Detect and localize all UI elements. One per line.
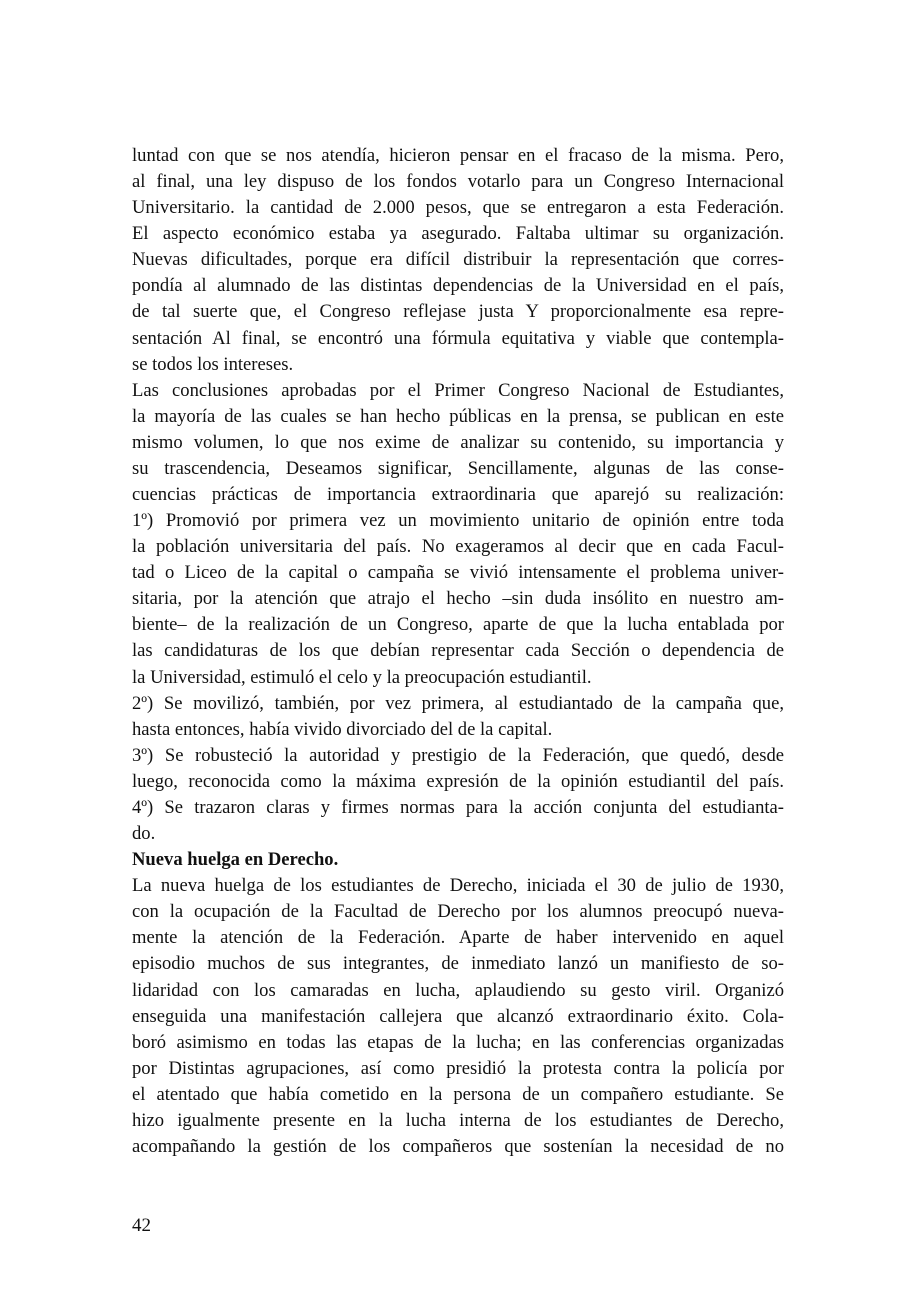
text-line: se todos los intereses.: [132, 353, 294, 375]
text-line: mismo volumen, lo que nos exime de analizar su contenido, su importancia y: [132, 431, 784, 453]
text-line: luego, reconocida como la máxima expresión de la opinión estudiantil del país.: [132, 770, 784, 792]
text-line: tad o Liceo de la capital o campaña se vivió intensamente el problema univer-: [132, 562, 784, 584]
text-line: acompañando la gestión de los compañeros que sostenían la necesidad de no: [132, 1135, 784, 1157]
text-line: episodio muchos de sus integrantes, de inmediato lanzó un manifiesto de so-: [132, 953, 784, 975]
section-heading: Nueva huelga en Derecho.: [132, 849, 339, 871]
text-line: sentación Al final, se encontró una fórmula equitativa y viable que contempla-: [132, 327, 784, 349]
text-line: sitaria, por la atención que atrajo el hecho –sin duda insólito en nuestro am-: [132, 588, 784, 610]
text-line: La nueva huelga de los estudiantes de Derecho, iniciada el 30 de julio de 1930,: [132, 875, 784, 897]
text-line: al final, una ley dispuso de los fondos votarlo para un Congreso Internacional: [132, 171, 784, 193]
text-line: las candidaturas de los que debían representar cada Sección o dependencia de: [132, 640, 784, 662]
text-line: 3º) Se robusteció la autoridad y prestigio de la Federación, que quedó, desde: [132, 744, 784, 766]
text-line: El aspecto económico estaba ya asegurado. Faltaba ultimar su organización.: [132, 223, 784, 245]
text-line: enseguida una manifestación callejera que alcanzó extraordinario éxito. Cola-: [132, 1005, 784, 1027]
text-line: Las conclusiones aprobadas por el Primer Congreso Nacional de Estudiantes,: [132, 379, 784, 401]
text-line: luntad con que se nos atendía, hicieron pensar en el fracaso de la misma. Pero,: [132, 145, 784, 166]
text-line: pondía al alumnado de las distintas dependencias de la Universidad en el país,: [132, 275, 784, 297]
text-line: cuencias prácticas de importancia extraordinaria que aparejó su realización:: [132, 484, 784, 506]
text-line: su trascendencia, Deseamos significar, Sencillamente, algunas de las conse-: [132, 457, 784, 479]
text-line: 2º) Se movilizó, también, por vez primera, al estudiantado de la campaña que,: [132, 692, 784, 714]
text-line: hizo igualmente presente en la lucha interna de los estudiantes de Derecho,: [132, 1109, 784, 1131]
text-line: Nuevas dificultades, porque era difícil distribuir la representación que corres-: [132, 249, 784, 271]
text-line: la Universidad, estimuló el celo y la preocupación estudiantil.: [132, 666, 592, 688]
text-line: 1º) Promovió por primera vez un movimiento unitario de opinión entre toda: [132, 510, 784, 532]
text-line: la población universitaria del país. No exageramos al decir que en cada Facul-: [132, 536, 784, 558]
text-line: por Distintas agrupaciones, así como presidió la protesta contra la policía por: [132, 1057, 784, 1079]
text-line: mente la atención de la Federación. Aparte de haber intervenido en aquel: [132, 927, 784, 949]
text-line: el atentado que había cometido en la persona de un compañero estudiante. Se: [132, 1083, 784, 1105]
page-number: 42: [132, 1215, 151, 1236]
text-line: lidaridad con los camaradas en lucha, aplaudiendo su gesto viril. Organizó: [132, 979, 784, 1001]
text-line: Universitario. la cantidad de 2.000 pesos, que se entregaron a esta Federación.: [132, 197, 784, 219]
text-line: biente– de la realización de un Congreso, aparte de que la lucha entablada por: [132, 614, 784, 636]
body-text: [132, 143, 784, 1160]
text-line: con la ocupación de la Facultad de Derecho por los alumnos preocupó nueva-: [132, 901, 784, 923]
text-line: do.: [132, 823, 156, 845]
text-line: hasta entonces, había vivido divorciado del de la capital.: [132, 718, 553, 740]
text-line: de tal suerte que, el Congreso reflejase justa Y proporcionalmente esa repre-: [132, 301, 784, 323]
text-line: la mayoría de las cuales se han hecho públicas en la prensa, se publican en este: [132, 405, 784, 427]
text-line: boró asimismo en todas las etapas de la lucha; en las conferencias organizadas: [132, 1031, 784, 1053]
text-line: 4º) Se trazaron claras y firmes normas para la acción conjunta del estudianta-: [132, 796, 784, 818]
